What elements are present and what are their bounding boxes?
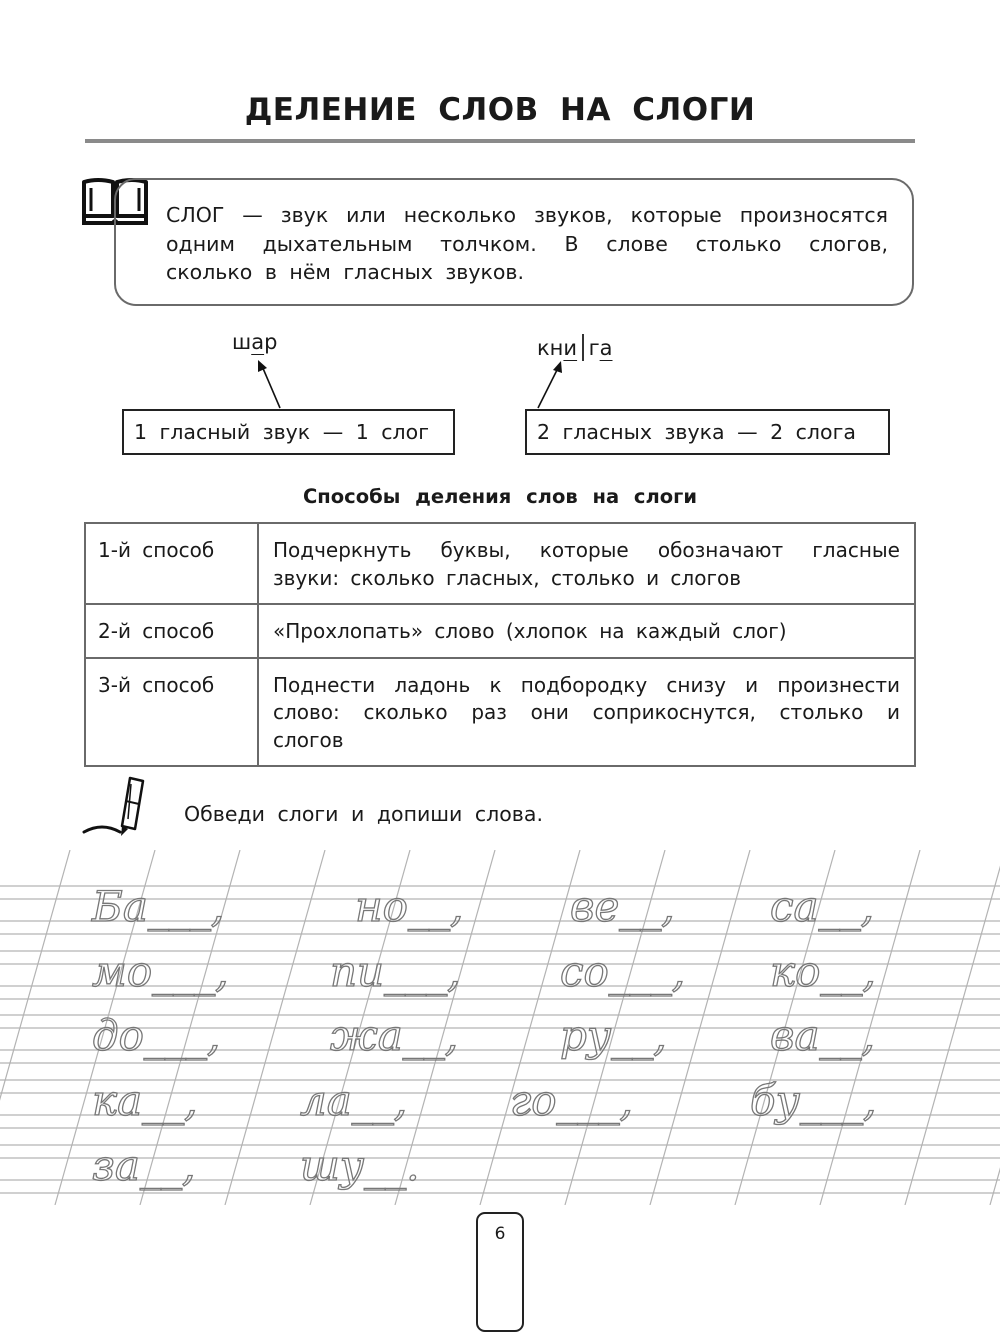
task-instruction: Обведи слоги и допиши слова. <box>184 802 543 826</box>
copybook-word: пи___, <box>330 947 461 996</box>
page-title: ДЕЛЕНИЕ СЛОВ НА СЛОГИ <box>244 92 756 128</box>
definition-text: СЛОГ — звук или несколько звуков, которые произносятся одним дыхательным толчком. В слове столько слогов, сколько в нём гласных звуков. <box>166 203 888 284</box>
methods-title: Способы деления слов на слоги <box>303 485 697 508</box>
method-name: 1-й способ <box>85 523 258 604</box>
copybook-word: ве__, <box>570 882 675 931</box>
syllable-1-consonants: кн <box>537 336 564 360</box>
rule-box-two-syllables: 2 гласных звука — 2 слога <box>525 409 890 455</box>
method-name: 3-й способ <box>85 658 258 767</box>
table-row <box>85 604 915 658</box>
table-row <box>85 523 915 604</box>
arrow-shar <box>262 366 280 408</box>
copybook-word: Ба___, <box>92 882 225 931</box>
underlined-vowel: а <box>251 330 265 354</box>
copybook-word: ка__, <box>92 1076 198 1125</box>
page-number: 6 <box>494 1224 506 1244</box>
method-description: Поднести ладонь к подбородку снизу и произнести слово: сколько раз они соприкоснутся, столько и слогов <box>258 658 915 767</box>
copybook-lines <box>0 850 1000 1205</box>
copybook-word: до___, <box>92 1011 221 1060</box>
letter: ш <box>232 330 252 354</box>
copybook-word: са__, <box>770 882 874 931</box>
arrow-kniga <box>538 368 558 408</box>
copybook-word: шу__. <box>300 1141 420 1190</box>
rule-box-one-syllable: 1 гласный звук — 1 слог <box>122 409 455 455</box>
table-row <box>85 658 915 767</box>
copybook-word: за__, <box>92 1141 196 1190</box>
copybook-word: ла__, <box>300 1076 408 1125</box>
copybook-word: жа__, <box>330 1011 459 1060</box>
page-number-tab <box>476 1212 524 1332</box>
pencil-icon <box>80 774 150 840</box>
underlined-vowel: а <box>599 336 613 360</box>
method-description: Подчеркнуть буквы, которые обозначают гласные звуки: сколько гласных, столько и слогов <box>258 523 915 604</box>
methods-table <box>84 522 916 767</box>
syllable-2-consonant: г <box>588 336 600 360</box>
letter: р <box>264 330 278 354</box>
copybook-word: но__, <box>355 882 464 931</box>
method-name: 2-й способ <box>85 604 258 658</box>
copybook-word: ва__, <box>770 1011 875 1060</box>
copybook-word: го___, <box>510 1076 633 1125</box>
copybook-word: ко__, <box>770 947 876 996</box>
copybook-word: мо___, <box>92 947 229 996</box>
copybook-word: бу___, <box>750 1076 877 1125</box>
example-arrows <box>0 0 1000 460</box>
copybook-word: со___, <box>560 947 686 996</box>
underlined-vowel: и <box>563 336 578 360</box>
method-description: «Прохлопать» слово (хлопок на каждый слог) <box>258 604 915 658</box>
copybook-word: ру__, <box>560 1011 667 1060</box>
